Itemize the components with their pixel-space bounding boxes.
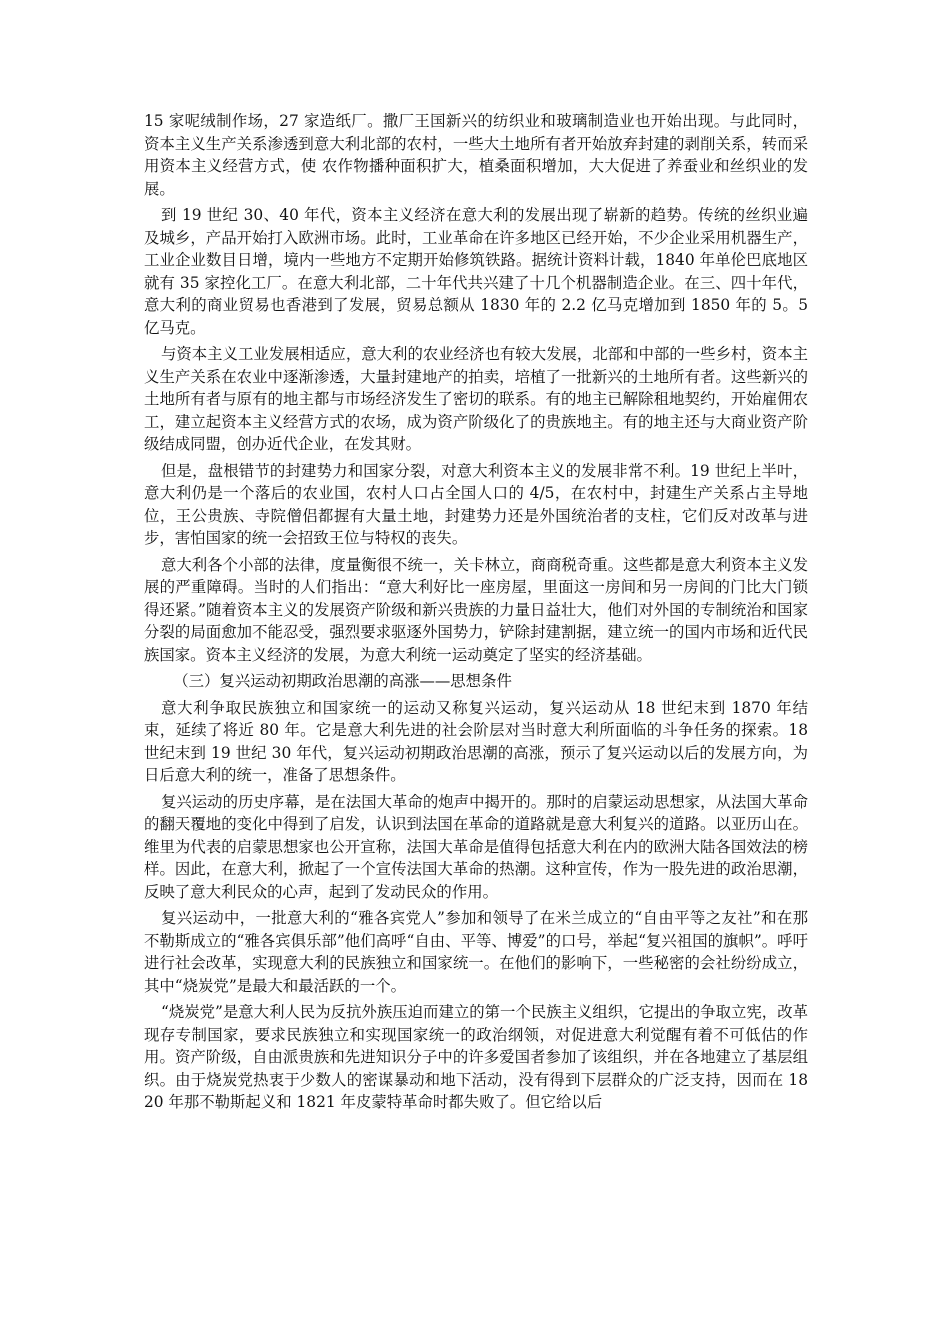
document-body <box>144 110 808 1118</box>
paragraph-3: 与资本主义工业发展相适应，意大利的农业经济也有较大发展，北部和中部的一些乡村，资本主义生产关系在农业中逐渐渗透，大量封建地产的拍卖，培植了一批新兴的土地所有者。这些新兴的土地所有者与原有的地主都与市场经济发生了密切的联系。有的地主已解除租地契约，开始雇佣农工，建立起资本主义经营方式的农场，成为资产阶级化了的贵族地主。有的地主还与大商业资产阶级结成同盟，创办近代企业，在发其财。 <box>144 345 808 453</box>
paragraph-2: 到 19 世纪 30、40 年代，资本主义经济在意大利的发展出现了崭新的趋势。传统的丝织业遍及城乡，产品开始打入欧洲市场。此时，工业革命在许多地区已经开始，不少企业采用机器生产，工业企业数目日增，境内一些地方不定期开始修筑铁路。据统计资料计载，1840 年单伦巴底地区就有 35 家控化工厂。在意大利北部，二十年代共兴建了十几个机器制造企业。在三、四十年代，意大利的商业贸易也香港到了发展，贸易总额从 1830 年的 2.2 亿马克增加到 1850 年的 5。5 亿马克。 <box>144 206 808 337</box>
paragraph-1: 15 家呢绒制作场，27 家造纸厂。撒厂王国新兴的纺织业和玻璃制造业也开始出现。与此同时，资本主义生产关系渗透到意大利北部的农村，一些大土地所有者开始放弃封建的剥削关系，转而采用资本主义经营方式，使 农作物播种面积扩大，植桑面积增加，大大促进了养蚕业和丝织业的发展。 <box>144 112 808 198</box>
section-heading: （三）复兴运动初期政治思潮的高涨——思想条件 <box>173 672 512 690</box>
paragraph-9: “烧炭党”是意大利人民为反抗外族压迫而建立的第一个民族主义组织，它提出的争取立宪，改革现存专制国家，要求民族独立和实现国家统一的政治纲领，对促进意大利觉醒有着不可低估的作用。资产阶级，自由派贵族和先进知识分子中的许多爱国者参加了该组织，并在各地建立了基层组织。由于烧炭党热衷于少数人的密谋暴动和地下活动，没有得到下层群众的广泛支持，因而在 1820 年那不勒斯起义和 1821 年皮蒙特革命时都失败了。但它给以后 <box>144 1003 808 1111</box>
paragraph-6: 意大利争取民族独立和国家统一的运动又称复兴运动，复兴运动从 18 世纪末到 1870 年结束，延续了将近 80 年。它是意大利先进的社会阶层对当时意大利所面临的斗争任务的探索。18 世纪末到 19 世纪 30 年代，复兴运动初期政治思潮的高涨，预示了复兴运动以后的发展方向，为日后意大利的统一，准备了思想条件。 <box>144 698 808 784</box>
paragraph-7: 复兴运动的历史序幕，是在法国大革命的炮声中揭开的。那时的启蒙运动思想家，从法国大革命的翻天覆地的变化中得到了启发，认识到法国在革命的道路就是意大利复兴的道路。以亚历山在。维里为代表的启蒙思想家也公开宣称，法国大革命是值得包括意大利在内的欧洲大陆各国效法的榜样。因此，在意大利，掀起了一个宣传法国大革命的热潮。这种宣传，作为一股先进的政治思潮，反映了意大利民众的心声，起到了发动民众的作用。 <box>144 792 808 901</box>
paragraph-8: 复兴运动中，一批意大利的“雅各宾党人”参加和领导了在米兰成立的“自由平等之友社”和在那不勒斯成立的“雅各宾俱乐部”他们高呼“自由、平等、博爱”的口号，举起“复兴祖国的旗帜”。呼吁进行社会改革，实现意大利的民族独立和国家统一。在他们的影响下，一些秘密的会社纷纷成立，其中“烧炭党”是最大和最活跃的一个。 <box>144 909 808 995</box>
paragraph-5: 意大利各个小部的法律，度量衡很不统一，关卡林立，商商税奇重。这些都是意大利资本主义发展的严重障碍。当时的人们指出：“意大利好比一座房屋，里面这一房间和另一房间的门比大门锁得还紧。”随着资本主义的发展资产阶级和新兴贵族的力量日益壮大，他们对外国的专制统治和国家分裂的局面愈加不能忍受，强烈要求驱逐外国势力，铲除封建割据，建立统一的国内市场和近代民族国家。资本主义经济的发展，为意大利统一运动奠定了坚实的经济基础。 <box>144 555 808 664</box>
paragraph-4: 但是，盘根错节的封建势力和国家分裂，对意大利资本主义的发展非常不利。19 世纪上半叶，意大利仍是一个落后的农业国，农村人口占全国人口的 4/5，在农村中，封建生产关系占主导地位，王公贵族、寺院僧侣都握有大量土地，封建势力还是外国统治者的支柱，它们反对改革与进步，害怕国家的统一会招致王位与特权的丧失。 <box>144 461 808 547</box>
